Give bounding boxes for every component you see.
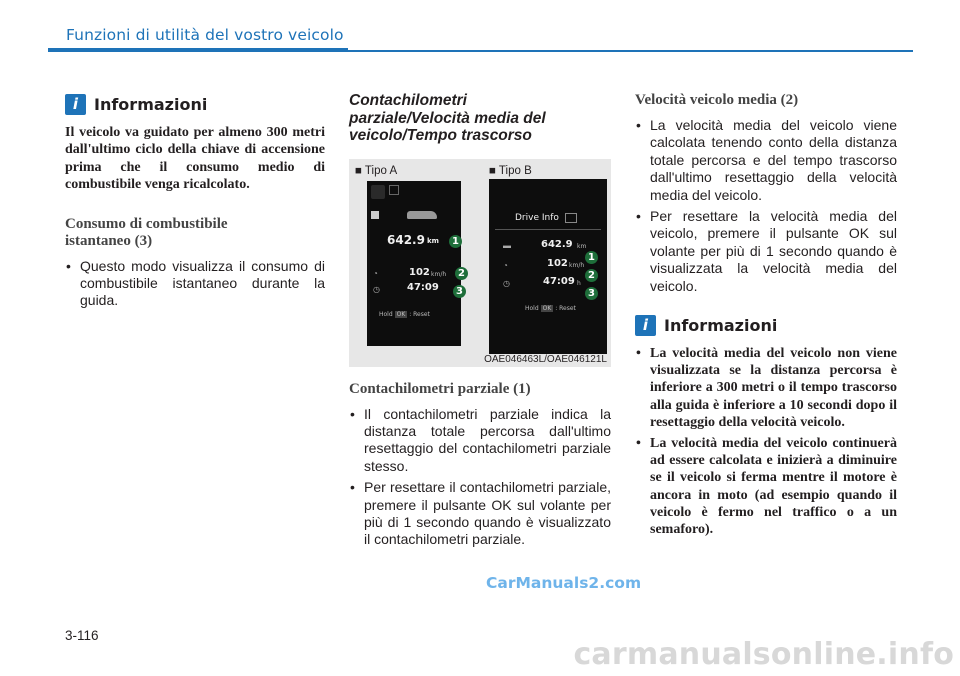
list-item: • La velocità media del veicolo non viene visualizzata se la distanza percorsa è inferiore a 300 metri o il tempo trascorso alla guida è inferiore a 10 secondi dopo il resettaggio della velocità veicolo. bbox=[635, 345, 897, 431]
gauge-icon: ◔ bbox=[373, 268, 378, 278]
section-title-average-speed: Velocità veicolo media (2) bbox=[635, 92, 799, 108]
info-text: Il veicolo va guidato per almeno 300 metri dall'ultimo ciclo della chiave di accensione prima che il consumo medio di combustibile venga ricalcolato. bbox=[65, 125, 325, 193]
callout-3: 3 bbox=[453, 285, 466, 298]
section-title-line: Contachilometri bbox=[349, 92, 467, 109]
info-title: Informazioni bbox=[664, 315, 778, 335]
reset-hint bbox=[525, 305, 576, 312]
display-tab bbox=[371, 185, 385, 199]
reset-hint-key: OK bbox=[396, 310, 406, 318]
avg-speed-unit: km/h bbox=[569, 261, 585, 269]
divider bbox=[495, 229, 601, 230]
header-rule-thick bbox=[48, 48, 348, 52]
reset-hint-suffix: : Reset bbox=[555, 304, 576, 312]
info-heading bbox=[635, 313, 897, 337]
section-title-trip bbox=[349, 92, 611, 145]
cluster-figure bbox=[349, 159, 611, 367]
car-icon: ▬ bbox=[503, 240, 511, 250]
type-b-label: ■ Tipo B bbox=[489, 164, 532, 177]
bullet-list bbox=[635, 117, 897, 295]
elapsed-time-value: 47:09 bbox=[407, 281, 439, 293]
list-item: • Per resettare la velocità media del veicolo, premere il pulsante OK sul volante per più di 1 secondo quando è visualizzata la velocità media del veicolo. bbox=[635, 208, 897, 295]
site-watermark: carmanualsonline.info bbox=[573, 637, 954, 672]
avg-speed-value: 102 bbox=[547, 257, 568, 269]
reset-hint bbox=[379, 311, 430, 318]
section-title-line: veicolo/Tempo trascorso bbox=[349, 127, 532, 144]
list-item: • Per resettare il contachilometri parziale, premere il pulsante OK sul volante per più di 1 secondo quando è visualizzato il contachilometri parziale. bbox=[349, 479, 611, 549]
info-heading bbox=[65, 92, 325, 116]
trip-distance: 642.9 bbox=[387, 232, 425, 247]
callout-2: 2 bbox=[455, 267, 468, 280]
list-item: • Questo modo visualizza il consumo di combustibile istantaneo durante la guida. bbox=[65, 258, 325, 310]
reset-hint-suffix: : Reset bbox=[409, 310, 430, 318]
bullet-list bbox=[349, 406, 611, 549]
column-right bbox=[635, 92, 897, 542]
list-item: • La velocità media del veicolo viene calcolata tenendo conto della distanza totale percorsa e del tempo trascorso dall'ultimo resettaggio della velocità media del veicolo. bbox=[635, 117, 897, 204]
car-icon bbox=[407, 211, 437, 219]
info-bullet-list bbox=[635, 345, 897, 538]
reset-hint-prefix: Hold bbox=[379, 310, 393, 318]
avg-speed-value: 102 bbox=[409, 266, 430, 278]
reset-hint-prefix: Hold bbox=[525, 304, 539, 312]
list-item: • Il contachilometri parziale indica la distanza totale percorsa dall'ultimo resettaggio del contachilometri parziale stesso. bbox=[349, 406, 611, 476]
figure-caption: OAE046463L/OAE046121L bbox=[484, 353, 607, 365]
info-title: Informazioni bbox=[94, 94, 208, 114]
elapsed-time-unit: h bbox=[577, 279, 581, 287]
cluster-screen-type-b bbox=[489, 179, 607, 354]
drive-info-icon bbox=[565, 213, 577, 223]
list-item: • La velocità media del veicolo continuerà ad essere calcolata e inizierà a diminuire se il veicolo si ferma mentre il motore è ancora in moto (ad esempio quando il veicolo è fermo nel traffico o a un semaforo). bbox=[635, 435, 897, 538]
info-icon: i bbox=[635, 315, 656, 336]
type-a-label: ■ Tipo A bbox=[355, 164, 398, 177]
section-title-line: parziale/Velocità media del bbox=[349, 109, 546, 127]
column-middle bbox=[349, 92, 611, 553]
callout-1: 1 bbox=[585, 251, 598, 264]
section-title-line: istantaneo (3) bbox=[65, 232, 153, 249]
trip-a-icon bbox=[371, 211, 379, 219]
drive-info-title: Drive Info bbox=[515, 212, 559, 223]
avg-speed-unit: km/h bbox=[431, 270, 447, 278]
callout-1: 1 bbox=[449, 235, 462, 248]
section-title-line: Consumo di combustibile bbox=[65, 215, 228, 232]
trip-distance-unit: km bbox=[427, 236, 439, 245]
page-number: 3-116 bbox=[65, 628, 99, 643]
bullet-list bbox=[65, 258, 325, 310]
section-header-title: Funzioni di utilità del vostro veicolo bbox=[66, 26, 344, 44]
section-title-instant-consumption bbox=[65, 216, 325, 250]
clock-icon: ◷ bbox=[503, 278, 510, 288]
clock-icon: ◷ bbox=[373, 284, 380, 294]
section-title-trip-meter: Contachilometri parziale (1) bbox=[349, 380, 531, 397]
reset-hint-key: OK bbox=[542, 304, 552, 312]
elapsed-time-value: 47:09 bbox=[543, 275, 575, 287]
trip-distance: 642.9 bbox=[541, 238, 573, 250]
display-tab bbox=[389, 185, 399, 195]
column-left bbox=[65, 92, 325, 314]
header-rule-thin bbox=[348, 50, 913, 52]
info-icon: i bbox=[65, 94, 86, 115]
callout-3: 3 bbox=[585, 287, 598, 300]
watermark-link[interactable]: CarManuals2.com bbox=[486, 574, 642, 592]
trip-distance-unit: km bbox=[577, 242, 587, 250]
cluster-screen-type-a bbox=[367, 181, 461, 346]
callout-2: 2 bbox=[585, 269, 598, 282]
gauge-icon: ◔ bbox=[503, 260, 508, 270]
